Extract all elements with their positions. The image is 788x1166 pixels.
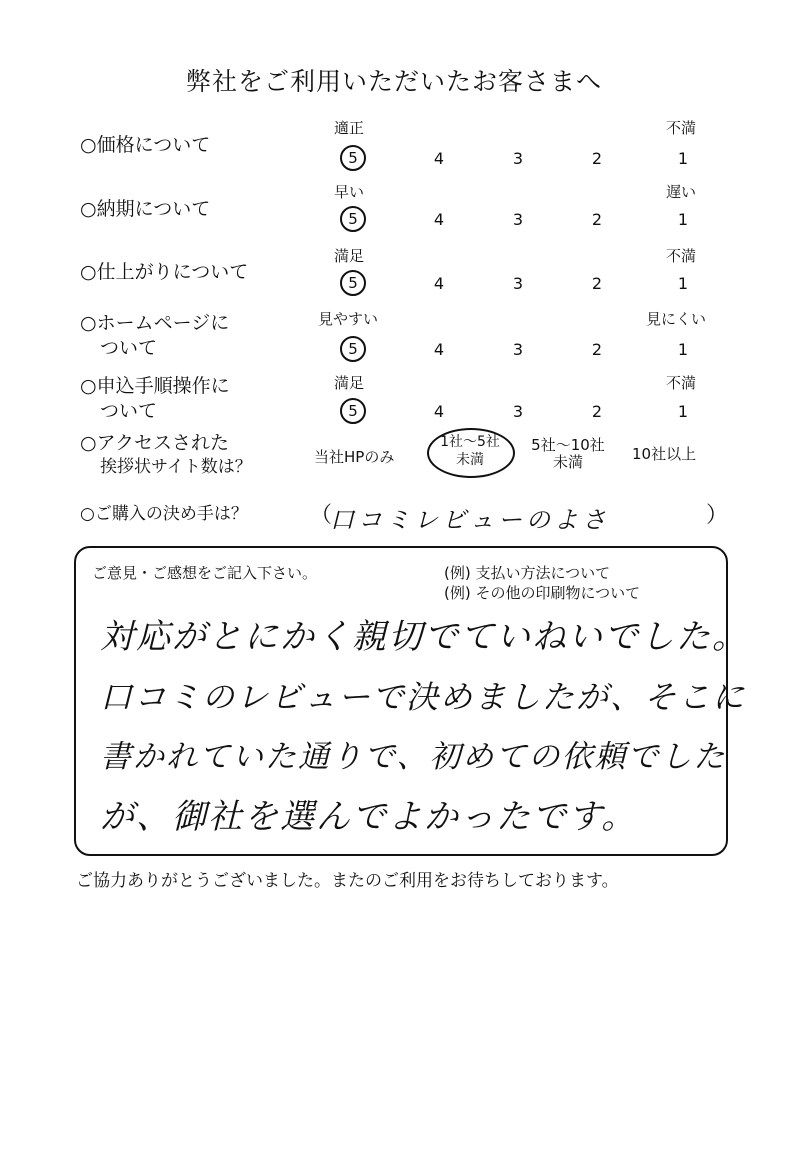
delivery-rating-3[interactable]: 3 [512, 210, 524, 229]
homepage-rating-4[interactable]: 4 [433, 340, 445, 359]
application-rating-1[interactable]: 1 [677, 402, 689, 421]
comment-example-printing: (例) その他の印刷物について [444, 584, 641, 602]
delivery-rating-4[interactable]: 4 [433, 210, 445, 229]
page-title: 弊社をご利用いただいたお客さまへ [185, 67, 602, 96]
question-application-label-line2: ついて [100, 400, 158, 422]
comment-line-2: 口コミのレビューで決めましたが、そこに [100, 678, 747, 716]
finish-rating-1[interactable]: 1 [677, 274, 689, 293]
price-rating-5-selected[interactable]: 5 [340, 145, 366, 171]
comment-line-4: が、御社を選んでよかったです。 [100, 797, 638, 837]
homepage-rating-5-selected[interactable]: 5 [340, 336, 366, 362]
question-application-label-line1: ○申込手順操作に [80, 375, 230, 397]
access-option-5-10-line2: 未満 [552, 453, 583, 471]
homepage-rating-1[interactable]: 1 [677, 340, 689, 359]
decision-open-paren: （ [310, 503, 333, 528]
access-option-1-5-line1: 1社～5社 [440, 434, 500, 450]
access-option-10-plus[interactable]: 10社以上 [632, 445, 697, 463]
finish-rating-2[interactable]: 2 [591, 274, 603, 293]
access-option-1-5-line2: 未満 [456, 452, 484, 468]
comment-example-payment: (例) 支払い方法について [444, 564, 611, 582]
delivery-rating-5-selected[interactable]: 5 [340, 206, 366, 232]
delivery-rating-2[interactable]: 2 [591, 210, 603, 229]
question-finish-label: ○仕上がりについて [80, 261, 249, 283]
delivery-scale-right-label: 遅い [666, 183, 697, 201]
question-decision-label: ○ご購入の決め手は？ [80, 504, 248, 524]
finish-rating-5-selected[interactable]: 5 [340, 270, 366, 296]
decision-answer[interactable]: 口コミレビューのよさ [330, 506, 610, 534]
price-rating-3[interactable]: 3 [512, 149, 524, 168]
question-homepage-label-line1: ○ホームページに [80, 312, 230, 334]
question-access-label-line1: ○アクセスされた [80, 432, 230, 454]
price-rating-1[interactable]: 1 [677, 149, 689, 168]
comment-prompt: ご意見・ご感想をご記入下さい。 [92, 564, 318, 582]
homepage-rating-3[interactable]: 3 [512, 340, 524, 359]
homepage-scale-right-label: 見にくい [646, 310, 707, 328]
delivery-rating-1[interactable]: 1 [677, 210, 689, 229]
delivery-scale-left-label: 早い [334, 183, 365, 201]
homepage-rating-2[interactable]: 2 [591, 340, 603, 359]
price-rating-2[interactable]: 2 [591, 149, 603, 168]
thank-you-footer: ご協力ありがとうございました。またのご利用をお待ちしております。 [76, 871, 619, 891]
finish-scale-right-label: 不満 [666, 247, 697, 265]
application-rating-4[interactable]: 4 [433, 402, 445, 421]
finish-rating-4[interactable]: 4 [433, 274, 445, 293]
application-scale-right-label: 不満 [666, 374, 697, 392]
application-rating-5-selected[interactable]: 5 [340, 398, 366, 424]
application-rating-2[interactable]: 2 [591, 402, 603, 421]
application-scale-left-label: 満足 [334, 374, 365, 392]
price-rating-4[interactable]: 4 [433, 149, 445, 168]
finish-scale-left-label: 満足 [334, 247, 365, 265]
price-scale-right-label: 不満 [666, 119, 697, 137]
question-homepage-label-line2: ついて [100, 337, 158, 359]
question-access-label-line2: 挨拶状サイト数は？ [100, 457, 252, 477]
finish-rating-3[interactable]: 3 [512, 274, 524, 293]
application-rating-3[interactable]: 3 [512, 402, 524, 421]
decision-close-paren: ） [706, 503, 729, 528]
comment-line-1: 対応がとにかく親切でていねいでした。 [100, 617, 748, 657]
question-price-label: ○価格について [80, 134, 211, 156]
access-option-5-10-line1[interactable]: 5社～10社 [531, 436, 605, 454]
comment-line-3: 書かれていた通りで、初めての依頼でした [100, 739, 727, 775]
homepage-scale-left-label: 見やすい [318, 310, 379, 328]
access-option-hp-only[interactable]: 当社HPのみ [314, 448, 395, 466]
question-delivery-label: ○納期について [80, 198, 211, 220]
price-scale-left-label: 適正 [334, 119, 365, 137]
